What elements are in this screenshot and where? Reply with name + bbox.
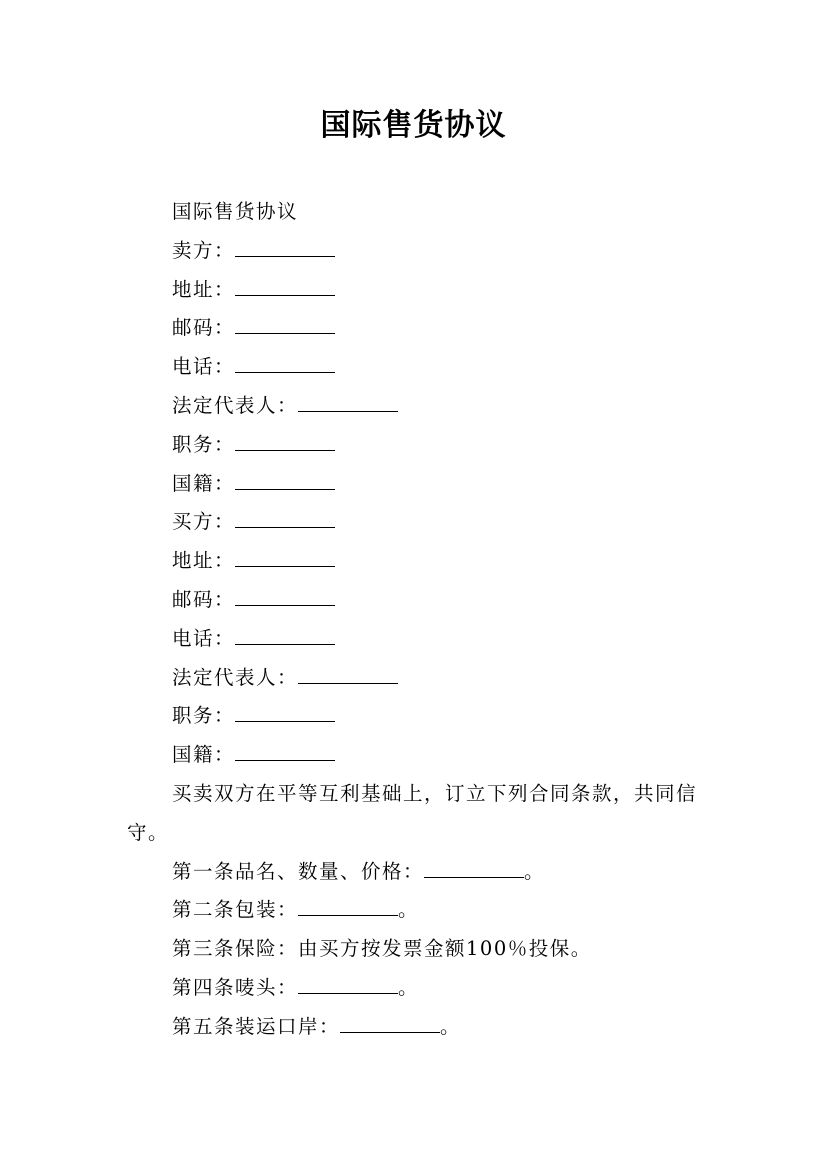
seller-postcode-field xyxy=(127,309,707,348)
seller-blank[interactable] xyxy=(235,240,335,257)
seller-nationality-field xyxy=(127,465,707,504)
buyer-legal-rep-field xyxy=(127,659,707,698)
seller-phone-blank[interactable] xyxy=(235,356,335,373)
seller-position-field xyxy=(127,426,707,465)
clause-1 xyxy=(127,853,707,892)
preamble-paragraph: 买卖双方在平等互利基础上，订立下列合同条款，共同信守。 xyxy=(127,781,698,844)
clause-3: 第三条保险：由买方按发票金额100％投保。 xyxy=(172,937,592,961)
buyer-field xyxy=(127,503,707,542)
seller-legal-rep-blank[interactable] xyxy=(298,395,398,412)
buyer-postcode-blank[interactable] xyxy=(235,589,335,606)
buyer-position-label: 职务： xyxy=(172,704,236,728)
buyer-nationality-field xyxy=(127,736,707,775)
seller-postcode-blank[interactable] xyxy=(235,317,335,334)
clause-5 xyxy=(127,1008,707,1047)
clause-1-blank[interactable] xyxy=(424,861,524,878)
buyer-legal-rep-blank[interactable] xyxy=(298,667,398,684)
seller-address-label: 地址： xyxy=(172,277,236,301)
clause-4-label: 第四条唛头： xyxy=(172,975,299,999)
buyer-nationality-blank[interactable] xyxy=(235,744,335,761)
buyer-phone-field xyxy=(127,620,707,659)
seller-postcode-label: 邮码： xyxy=(172,316,236,340)
clause-1-end: 。 xyxy=(524,859,546,883)
clause-5-blank[interactable] xyxy=(340,1016,440,1033)
seller-field xyxy=(127,232,707,271)
buyer-legal-rep-label: 法定代表人： xyxy=(172,665,299,689)
buyer-blank[interactable] xyxy=(235,511,335,528)
seller-nationality-blank[interactable] xyxy=(235,473,335,490)
seller-position-label: 职务： xyxy=(172,432,236,456)
buyer-postcode-field xyxy=(127,581,707,620)
buyer-phone-label: 电话： xyxy=(172,626,236,650)
clause-1-label: 第一条品名、数量、价格： xyxy=(172,859,425,883)
clause-5-label: 第五条装运口岸： xyxy=(172,1014,341,1038)
buyer-position-field xyxy=(127,697,707,736)
clause-2-label: 第二条包装： xyxy=(172,898,299,922)
buyer-address-label: 地址： xyxy=(172,549,236,573)
clause-4 xyxy=(127,969,707,1008)
clause-4-blank[interactable] xyxy=(298,977,398,994)
document-subtitle: 国际售货协议 xyxy=(172,200,299,223)
clause-4-end: 。 xyxy=(398,975,420,999)
document-title: 国际售货协议 xyxy=(320,108,507,143)
buyer-position-blank[interactable] xyxy=(235,705,335,722)
buyer-nationality-label: 国籍： xyxy=(172,743,236,767)
clause-2-end: 。 xyxy=(398,898,420,922)
buyer-phone-blank[interactable] xyxy=(235,628,335,645)
clause-2-blank[interactable] xyxy=(298,899,398,916)
seller-nationality-label: 国籍： xyxy=(172,471,236,495)
seller-label: 卖方： xyxy=(172,238,236,262)
buyer-label: 买方： xyxy=(172,510,236,534)
document-body xyxy=(127,193,707,1047)
buyer-address-field xyxy=(127,542,707,581)
seller-legal-rep-label: 法定代表人： xyxy=(172,393,299,417)
seller-position-blank[interactable] xyxy=(235,434,335,451)
seller-phone-label: 电话： xyxy=(172,355,236,379)
clause-5-end: 。 xyxy=(440,1014,462,1038)
seller-address-field xyxy=(127,271,707,310)
buyer-address-blank[interactable] xyxy=(235,550,335,567)
seller-phone-field xyxy=(127,348,707,387)
seller-address-blank[interactable] xyxy=(235,279,335,296)
clause-2 xyxy=(127,891,707,930)
seller-legal-rep-field xyxy=(127,387,707,426)
buyer-postcode-label: 邮码： xyxy=(172,587,236,611)
